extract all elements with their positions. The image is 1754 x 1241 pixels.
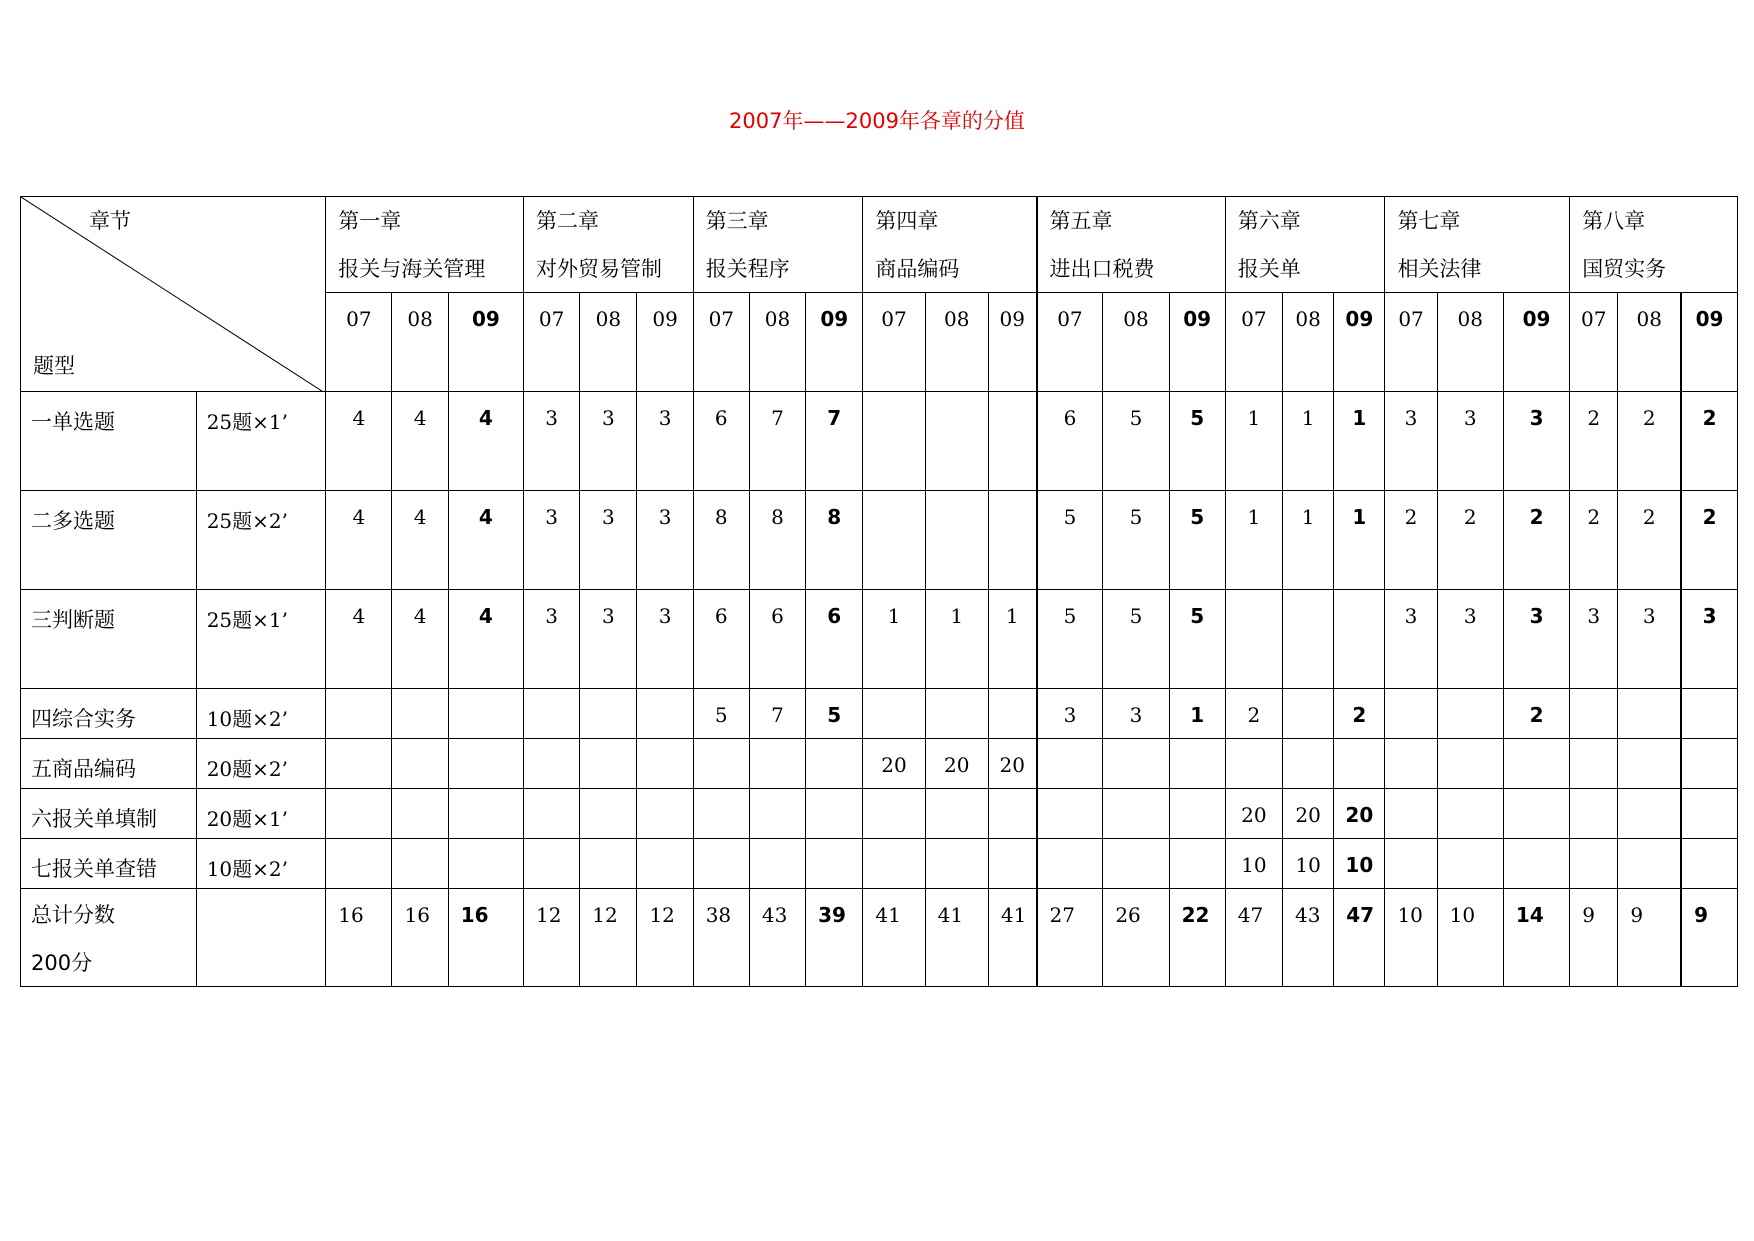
total-value-cell: 12 <box>580 889 637 987</box>
score-value-cell <box>448 789 523 839</box>
total-points: 200分 <box>31 951 93 975</box>
score-value-cell: 1 <box>1225 392 1282 491</box>
score-value-cell: 4 <box>392 491 448 590</box>
score-value-cell <box>1618 689 1681 739</box>
score-value-cell: 3 <box>1437 392 1503 491</box>
score-value-cell <box>1618 739 1681 789</box>
question-type-cell: 四综合实务 <box>21 689 197 739</box>
question-type-cell: 五商品编码 <box>21 739 197 789</box>
total-value-cell: 10 <box>1437 889 1503 987</box>
score-value-cell: 1 <box>988 590 1036 689</box>
score-value-cell <box>580 789 637 839</box>
score-value-cell <box>863 839 925 889</box>
score-value-cell: 4 <box>326 491 392 590</box>
total-value-cell: 16 <box>326 889 392 987</box>
score-value-cell: 3 <box>1503 392 1569 491</box>
year-header-cell: 07 <box>693 293 749 392</box>
chapter-title: 国贸实务 <box>1582 257 1667 281</box>
total-value-cell: 16 <box>448 889 523 987</box>
score-value-cell <box>1283 739 1334 789</box>
score-value-cell <box>1503 789 1569 839</box>
table-row <box>21 491 1738 590</box>
score-value-cell: 5 <box>1169 392 1225 491</box>
score-value-cell <box>580 739 637 789</box>
score-value-cell: 5 <box>1103 491 1169 590</box>
score-value-cell <box>1169 739 1225 789</box>
score-value-cell: 20 <box>1334 789 1385 839</box>
score-value-cell <box>1570 739 1618 789</box>
total-value-cell: 14 <box>1503 889 1569 987</box>
total-value-cell: 12 <box>637 889 693 987</box>
score-value-cell: 4 <box>392 392 448 491</box>
score-value-cell: 1 <box>1334 392 1385 491</box>
score-value-cell <box>749 789 805 839</box>
chapter-header-7 <box>1385 197 1570 293</box>
total-value-cell: 43 <box>1283 889 1334 987</box>
year-header-cell: 09 <box>806 293 863 392</box>
score-value-cell <box>1570 789 1618 839</box>
score-value-cell: 5 <box>1037 590 1103 689</box>
score-value-cell: 20 <box>863 739 925 789</box>
score-value-cell: 5 <box>1169 491 1225 590</box>
chapter-name: 第四章 <box>875 209 939 233</box>
score-value-cell <box>1385 689 1437 739</box>
chapter-title: 进出口税费 <box>1049 257 1155 281</box>
score-value-cell: 3 <box>1570 590 1618 689</box>
year-header-cell: 08 <box>925 293 988 392</box>
year-header-cell: 07 <box>326 293 392 392</box>
total-value-cell: 16 <box>392 889 448 987</box>
score-value-cell: 1 <box>1283 392 1334 491</box>
year-header-cell: 07 <box>863 293 925 392</box>
chapter-header-4 <box>863 197 1037 293</box>
score-value-cell: 7 <box>749 689 805 739</box>
score-value-cell <box>988 789 1036 839</box>
score-value-cell <box>580 689 637 739</box>
chapter-title: 报关与海关管理 <box>338 257 486 281</box>
chapter-header-1 <box>326 197 524 293</box>
question-type-cell: 三判断题 <box>21 590 197 689</box>
score-value-cell: 3 <box>1103 689 1169 739</box>
score-value-cell: 4 <box>392 590 448 689</box>
total-value-cell: 39 <box>806 889 863 987</box>
total-value-cell: 9 <box>1570 889 1618 987</box>
chapter-title: 对外贸易管制 <box>536 257 663 281</box>
score-value-cell: 4 <box>326 392 392 491</box>
score-value-cell <box>749 739 805 789</box>
score-value-cell <box>448 689 523 739</box>
score-value-cell: 3 <box>637 590 693 689</box>
score-value-cell: 2 <box>1385 491 1437 590</box>
question-score-cell: 10题×2’ <box>196 839 326 889</box>
score-value-cell <box>925 392 988 491</box>
score-value-cell: 3 <box>524 590 580 689</box>
score-value-cell <box>1437 839 1503 889</box>
score-value-cell: 2 <box>1618 392 1681 491</box>
score-value-cell: 8 <box>749 491 805 590</box>
year-header-cell: 08 <box>1437 293 1503 392</box>
table-row <box>21 392 1738 491</box>
score-value-cell <box>863 789 925 839</box>
score-value-cell <box>1283 689 1334 739</box>
chapter-name: 第五章 <box>1049 209 1113 233</box>
score-value-cell: 3 <box>1503 590 1569 689</box>
score-value-cell: 2 <box>1681 392 1737 491</box>
score-value-cell: 6 <box>1037 392 1103 491</box>
chapter-name: 第一章 <box>338 209 402 233</box>
score-value-cell: 5 <box>693 689 749 739</box>
total-value-cell: 22 <box>1169 889 1225 987</box>
score-value-cell <box>580 839 637 889</box>
question-score-cell: 20题×2’ <box>196 739 326 789</box>
score-value-cell <box>925 491 988 590</box>
total-value-cell: 41 <box>925 889 988 987</box>
score-value-cell <box>806 839 863 889</box>
total-value-cell: 47 <box>1225 889 1282 987</box>
total-value-cell: 41 <box>988 889 1036 987</box>
score-value-cell <box>1225 739 1282 789</box>
score-value-cell <box>1103 739 1169 789</box>
year-header-cell: 09 <box>1169 293 1225 392</box>
score-value-cell <box>326 739 392 789</box>
score-value-cell <box>1503 739 1569 789</box>
year-header-cell: 07 <box>1570 293 1618 392</box>
score-value-cell <box>863 491 925 590</box>
score-value-cell: 2 <box>1681 491 1737 590</box>
score-value-cell <box>988 491 1036 590</box>
score-value-cell <box>1681 689 1737 739</box>
year-header-cell: 07 <box>1385 293 1437 392</box>
score-value-cell: 4 <box>448 491 523 590</box>
score-value-cell: 5 <box>1037 491 1103 590</box>
score-value-cell: 3 <box>1681 590 1737 689</box>
score-value-cell <box>749 839 805 889</box>
score-value-cell: 3 <box>524 491 580 590</box>
score-value-cell <box>1385 739 1437 789</box>
total-value-cell: 10 <box>1385 889 1437 987</box>
total-value-cell: 9 <box>1681 889 1737 987</box>
total-label-cell <box>21 889 197 987</box>
score-value-cell <box>1169 789 1225 839</box>
year-header-cell: 09 <box>637 293 693 392</box>
score-value-cell <box>1437 739 1503 789</box>
score-value-cell <box>693 789 749 839</box>
total-value-cell: 41 <box>863 889 925 987</box>
score-value-cell: 3 <box>580 590 637 689</box>
chapter-header-3 <box>693 197 863 293</box>
score-value-cell <box>326 789 392 839</box>
corner-chapter-label: 章节 <box>89 209 131 233</box>
score-value-cell <box>1334 739 1385 789</box>
question-score-cell: 20题×1’ <box>196 789 326 839</box>
question-type-cell: 二多选题 <box>21 491 197 590</box>
total-value-cell: 26 <box>1103 889 1169 987</box>
score-value-cell: 20 <box>1225 789 1282 839</box>
score-value-cell <box>1037 789 1103 839</box>
score-value-cell: 20 <box>988 739 1036 789</box>
score-value-cell <box>1681 739 1737 789</box>
score-value-cell: 10 <box>1334 839 1385 889</box>
score-value-cell: 2 <box>1570 491 1618 590</box>
score-value-cell <box>925 789 988 839</box>
corner-type-label: 题型 <box>33 354 75 378</box>
score-value-cell <box>693 739 749 789</box>
score-value-cell: 3 <box>1618 590 1681 689</box>
score-value-cell: 4 <box>326 590 392 689</box>
chapter-header-5 <box>1037 197 1226 293</box>
score-value-cell: 2 <box>1225 689 1282 739</box>
score-value-cell <box>637 689 693 739</box>
score-value-cell <box>925 839 988 889</box>
score-value-cell <box>1103 789 1169 839</box>
total-row <box>21 889 1738 987</box>
chapter-name: 第六章 <box>1237 209 1301 233</box>
score-value-cell <box>524 789 580 839</box>
question-type-cell: 六报关单填制 <box>21 789 197 839</box>
score-value-cell <box>1037 839 1103 889</box>
score-value-cell <box>1570 839 1618 889</box>
chapter-name: 第八章 <box>1582 209 1646 233</box>
score-value-cell: 7 <box>749 392 805 491</box>
year-header-cell: 09 <box>1681 293 1737 392</box>
chapter-header-2 <box>524 197 694 293</box>
score-value-cell: 2 <box>1570 392 1618 491</box>
chapter-name: 第七章 <box>1397 209 1461 233</box>
chapter-header-6 <box>1225 197 1385 293</box>
year-header-cell: 09 <box>988 293 1036 392</box>
score-value-cell <box>1385 839 1437 889</box>
score-value-cell <box>1283 590 1334 689</box>
score-value-cell <box>1618 789 1681 839</box>
score-value-cell: 10 <box>1283 839 1334 889</box>
question-score-cell: 25题×2’ <box>196 491 326 590</box>
year-header-cell: 09 <box>1503 293 1569 392</box>
total-value-cell: 43 <box>749 889 805 987</box>
score-value-cell: 5 <box>1103 392 1169 491</box>
score-table <box>20 196 1738 987</box>
corner-header-cell <box>21 197 326 392</box>
score-value-cell: 1 <box>1334 491 1385 590</box>
score-value-cell: 3 <box>1385 590 1437 689</box>
score-value-cell <box>1437 689 1503 739</box>
total-value-cell: 9 <box>1618 889 1681 987</box>
score-value-cell <box>1103 839 1169 889</box>
score-value-cell: 3 <box>1437 590 1503 689</box>
total-value-cell: 27 <box>1037 889 1103 987</box>
score-value-cell <box>524 689 580 739</box>
question-type-cell: 七报关单查错 <box>21 839 197 889</box>
score-value-cell <box>326 839 392 889</box>
score-value-cell <box>524 739 580 789</box>
table-row <box>21 689 1738 739</box>
score-value-cell: 5 <box>1169 590 1225 689</box>
score-value-cell: 1 <box>1169 689 1225 739</box>
year-header-cell: 09 <box>448 293 523 392</box>
question-score-cell: 25题×1’ <box>196 590 326 689</box>
score-value-cell: 10 <box>1225 839 1282 889</box>
score-value-cell: 2 <box>1437 491 1503 590</box>
score-value-cell <box>448 839 523 889</box>
score-value-cell: 3 <box>580 392 637 491</box>
question-score-cell: 25题×1’ <box>196 392 326 491</box>
table-row <box>21 739 1738 789</box>
score-value-cell <box>392 839 448 889</box>
score-value-cell: 4 <box>448 590 523 689</box>
table-row <box>21 839 1738 889</box>
score-value-cell <box>1503 839 1569 889</box>
score-value-cell <box>392 789 448 839</box>
score-value-cell <box>524 839 580 889</box>
score-value-cell: 3 <box>637 491 693 590</box>
score-value-cell <box>988 839 1036 889</box>
year-header-cell: 08 <box>1618 293 1681 392</box>
score-value-cell <box>1570 689 1618 739</box>
total-label: 总计分数 <box>31 903 115 927</box>
score-value-cell: 5 <box>1103 590 1169 689</box>
score-value-cell <box>637 789 693 839</box>
score-value-cell: 8 <box>806 491 863 590</box>
score-value-cell: 20 <box>925 739 988 789</box>
score-value-cell <box>637 739 693 789</box>
score-value-cell: 4 <box>448 392 523 491</box>
score-value-cell: 2 <box>1334 689 1385 739</box>
score-value-cell: 2 <box>1618 491 1681 590</box>
score-value-cell <box>1681 789 1737 839</box>
year-header-cell: 07 <box>524 293 580 392</box>
score-value-cell <box>925 689 988 739</box>
year-header-cell: 08 <box>1283 293 1334 392</box>
score-value-cell <box>1437 789 1503 839</box>
score-value-cell: 6 <box>749 590 805 689</box>
score-value-cell: 1 <box>863 590 925 689</box>
year-header-cell: 08 <box>580 293 637 392</box>
chapter-title: 报关单 <box>1237 257 1301 281</box>
year-header-cell: 08 <box>392 293 448 392</box>
year-header-cell: 09 <box>1334 293 1385 392</box>
question-type-cell: 一单选题 <box>21 392 197 491</box>
score-value-cell: 6 <box>806 590 863 689</box>
score-value-cell <box>1334 590 1385 689</box>
score-value-cell: 6 <box>693 392 749 491</box>
score-value-cell <box>806 789 863 839</box>
score-value-cell: 3 <box>1385 392 1437 491</box>
year-header-cell: 08 <box>1103 293 1169 392</box>
score-value-cell <box>863 689 925 739</box>
score-value-cell <box>863 392 925 491</box>
total-value-cell: 38 <box>693 889 749 987</box>
score-value-cell <box>988 392 1036 491</box>
score-value-cell: 1 <box>925 590 988 689</box>
score-value-cell <box>326 689 392 739</box>
year-header-cell: 08 <box>749 293 805 392</box>
score-value-cell: 2 <box>1503 491 1569 590</box>
score-value-cell <box>637 839 693 889</box>
score-value-cell <box>448 739 523 789</box>
score-value-cell: 3 <box>1037 689 1103 739</box>
score-value-cell <box>806 739 863 789</box>
score-value-cell <box>392 689 448 739</box>
score-value-cell <box>1618 839 1681 889</box>
chapter-name: 第三章 <box>705 209 769 233</box>
score-value-cell: 8 <box>693 491 749 590</box>
total-value-cell: 47 <box>1334 889 1385 987</box>
score-value-cell <box>1681 839 1737 889</box>
score-value-cell <box>1225 590 1282 689</box>
total-score-blank-cell <box>196 889 326 987</box>
score-value-cell: 5 <box>806 689 863 739</box>
chapter-title: 商品编码 <box>875 257 960 281</box>
total-value-cell: 12 <box>524 889 580 987</box>
score-value-cell: 1 <box>1225 491 1282 590</box>
chapter-title: 报关程序 <box>705 257 790 281</box>
score-value-cell <box>1385 789 1437 839</box>
header-row-chapters <box>21 197 1738 293</box>
chapter-title: 相关法律 <box>1397 257 1482 281</box>
score-value-cell <box>392 739 448 789</box>
score-value-cell: 1 <box>1283 491 1334 590</box>
score-value-cell: 2 <box>1503 689 1569 739</box>
score-value-cell <box>693 839 749 889</box>
score-value-cell <box>1169 839 1225 889</box>
chapter-name: 第二章 <box>536 209 600 233</box>
score-value-cell: 3 <box>637 392 693 491</box>
score-value-cell: 6 <box>693 590 749 689</box>
page-title: 2007年——2009年各章的分值 <box>729 109 1025 133</box>
year-header-cell: 07 <box>1037 293 1103 392</box>
score-value-cell: 7 <box>806 392 863 491</box>
score-value-cell: 3 <box>580 491 637 590</box>
year-header-cell: 07 <box>1225 293 1282 392</box>
score-value-cell: 20 <box>1283 789 1334 839</box>
score-value-cell: 3 <box>524 392 580 491</box>
chapter-header-8 <box>1570 197 1738 293</box>
score-value-cell <box>988 689 1036 739</box>
question-score-cell: 10题×2’ <box>196 689 326 739</box>
table-row <box>21 789 1738 839</box>
score-value-cell <box>1037 739 1103 789</box>
table-row <box>21 590 1738 689</box>
